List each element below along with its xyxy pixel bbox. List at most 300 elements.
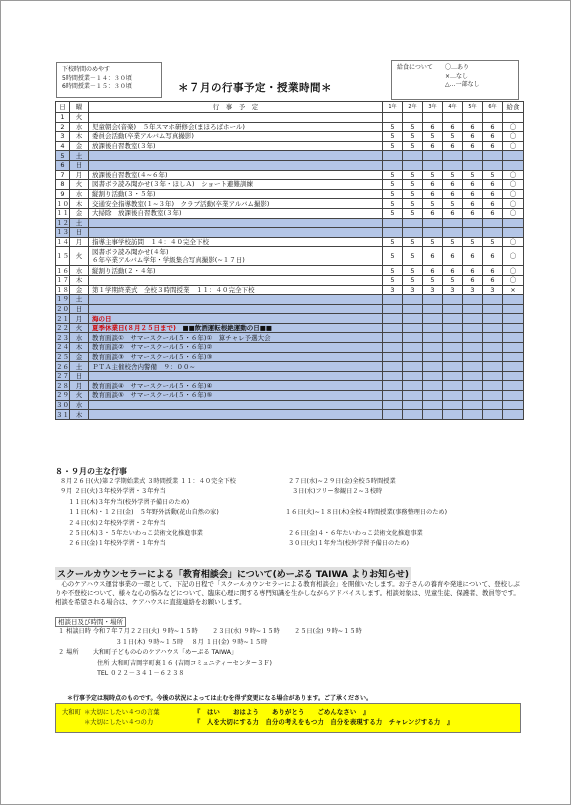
counseling-title: スクールカウンセラーによる「教育相談会」について(めーぷる TAIWA よりお知らせ) <box>55 567 411 580</box>
event-text: 図書ボラ読み聞かせ(３年・ほしＡ) ショート避難訓練 <box>92 180 253 189</box>
counseling-detail-line: ２ 場所 大和町子どもの心のケアハウス「めーぷる TAIWA」 <box>58 649 238 656</box>
weekday-cell: 月 <box>70 381 89 391</box>
hours-cell <box>443 218 463 228</box>
hours-cell <box>463 151 483 161</box>
hours-cell <box>463 323 483 333</box>
event-cell <box>89 160 383 170</box>
event-cell <box>89 304 383 314</box>
hours-cell: 6 <box>443 266 463 276</box>
motto-powers: 『 人を大切にする力 自分の考えをもつ力 自分を表現する力 チャレンジする力 』 <box>194 719 454 726</box>
lunch-cell <box>503 391 524 401</box>
header-event: 行 事 予 定 <box>89 102 383 113</box>
weekday-cell: 水 <box>70 400 89 410</box>
hours-cell <box>483 295 503 305</box>
weekday-cell: 火 <box>70 247 89 266</box>
hours-cell <box>483 160 503 170</box>
hours-cell <box>443 151 463 161</box>
hours-cell: 5 <box>403 170 423 180</box>
lunch-cell: 〇 <box>503 208 524 218</box>
hours-cell <box>423 295 443 305</box>
header-grade1: 1年 <box>383 102 403 113</box>
event-line: ２７日(水)~２９日(金)全校５時間授業 <box>288 478 396 485</box>
hours-cell: 5 <box>383 208 403 218</box>
table-row <box>56 189 524 199</box>
hours-cell <box>483 218 503 228</box>
hours-cell: 6 <box>443 208 463 218</box>
table-row <box>56 285 524 295</box>
hours-cell <box>443 410 463 420</box>
lunch-cell <box>503 304 524 314</box>
table-row <box>56 371 524 381</box>
header-grade3: 3年 <box>423 102 443 113</box>
lunch-cell <box>503 314 524 324</box>
table-row <box>56 218 524 228</box>
hours-cell: 6 <box>463 199 483 209</box>
hours-cell <box>403 113 423 123</box>
event-cell <box>89 247 383 266</box>
hours-cell: 5 <box>443 170 463 180</box>
hours-cell <box>423 304 443 314</box>
event-cell <box>89 237 383 247</box>
event-text: 図書ボラ読み聞かせ(４年) ６年卒業アルバム学年・学級集合写真撮影(~１７日) <box>92 248 245 265</box>
hours-cell <box>423 323 443 333</box>
table-row <box>56 410 524 420</box>
lunch-cell <box>503 113 524 123</box>
event-line: １１日(木)３年弁当(校外学習予備日のため) <box>60 498 190 506</box>
day-cell: 9 <box>56 189 70 199</box>
hours-cell <box>483 151 503 161</box>
hours-cell: 5 <box>383 199 403 209</box>
hours-cell: 6 <box>463 208 483 218</box>
hours-cell <box>443 333 463 343</box>
hours-cell <box>383 218 403 228</box>
hours-cell <box>483 333 503 343</box>
weekday-cell: 火 <box>70 323 89 333</box>
hours-cell: 6 <box>463 189 483 199</box>
day-cell: １２ <box>56 218 69 227</box>
hours-cell <box>423 113 443 123</box>
hours-cell <box>423 333 443 343</box>
event-cell <box>89 285 383 295</box>
hours-cell <box>383 371 403 381</box>
table-header-row <box>56 102 524 113</box>
lunch-cell <box>503 323 524 333</box>
hours-cell: 6 <box>443 189 463 199</box>
event-line: ２６日(金)４・６年たいわっこ芸術文化推進事業 <box>288 530 423 537</box>
hours-cell <box>463 400 483 410</box>
weekday-cell: 月 <box>70 237 89 247</box>
hours-cell: 5 <box>383 141 403 151</box>
event-cell <box>89 141 383 151</box>
table-row <box>56 381 524 391</box>
day-cell: １０ <box>56 199 69 208</box>
hours-cell <box>423 343 443 353</box>
hours-cell <box>483 410 503 420</box>
event-cell <box>89 323 383 333</box>
hours-cell <box>483 362 503 372</box>
lunch-cell <box>503 371 524 381</box>
day-cell: 2 <box>56 122 70 132</box>
hours-cell <box>423 371 443 381</box>
weekday-cell: 金 <box>70 208 89 218</box>
hours-cell <box>443 113 463 123</box>
event-cell <box>89 208 383 218</box>
counseling-detail-line: ３１日(木) ９時~１５時 ８月 １日(金) ９時~１５時 <box>58 638 268 646</box>
event-cell <box>89 295 383 305</box>
hours-cell <box>403 391 423 401</box>
hours-cell: 6 <box>463 247 483 266</box>
day-cell: 6 <box>56 160 70 170</box>
event-cell <box>89 113 383 123</box>
weekday-cell: 木 <box>70 199 89 209</box>
day-cell: 3 <box>56 132 70 142</box>
dismissal-6h: 6時間授業－１５：３０頃 <box>62 83 132 90</box>
hours-cell: 5 <box>403 208 423 218</box>
weekday-cell: 日 <box>70 160 89 170</box>
weekday-cell: 日 <box>70 371 89 381</box>
event-text: 教育面談① サマースクール(５・６年)① 算チャレ予選大会 <box>92 333 271 342</box>
hours-cell: 5 <box>403 266 423 276</box>
lunch-cell <box>503 228 524 238</box>
hours-cell: 5 <box>383 122 403 132</box>
hours-cell: 6 <box>483 132 503 142</box>
lunch-cell <box>503 400 524 410</box>
lunch-cell: 〇 <box>503 170 524 180</box>
day-cell: １１ <box>56 209 69 218</box>
hours-cell <box>403 295 423 305</box>
event-text: 教育面談④ サマースクール(５・６年)④ <box>92 381 213 390</box>
hours-cell <box>463 295 483 305</box>
day-cell: １４ <box>56 238 69 247</box>
hours-cell: 6 <box>423 189 443 199</box>
hours-cell: 5 <box>483 237 503 247</box>
lunch-cell: 〇 <box>503 266 524 276</box>
table-row <box>56 362 524 372</box>
weekday-cell: 木 <box>70 343 89 353</box>
hours-cell: 6 <box>483 199 503 209</box>
hours-cell: 5 <box>403 132 423 142</box>
hours-cell <box>483 352 503 362</box>
day-cell: ２９ <box>56 391 69 400</box>
hours-cell <box>423 391 443 401</box>
hours-cell: 6 <box>483 266 503 276</box>
hours-cell: 5 <box>383 180 403 190</box>
hours-cell: 5 <box>383 275 403 285</box>
hours-cell <box>443 400 463 410</box>
lunch-cell <box>503 218 524 228</box>
dismissal-5h: 5時間授業－１４：３０頃 <box>62 74 132 82</box>
weekday-cell: 土 <box>70 295 89 305</box>
motto-words: 『 はい おはよう ありがとう ごめんなさい 』 <box>194 709 370 716</box>
table-row <box>56 295 524 305</box>
hours-cell <box>463 228 483 238</box>
hours-cell: 6 <box>483 141 503 151</box>
hours-cell: 5 <box>403 141 423 151</box>
hours-cell: 3 <box>423 285 443 295</box>
hours-cell: 6 <box>483 208 503 218</box>
hours-cell <box>383 400 403 410</box>
event-line: ２６日(金)１年校外学習・１年弁当 <box>60 540 166 548</box>
weekday-cell: 月 <box>70 314 89 324</box>
hours-cell <box>443 381 463 391</box>
hours-cell <box>403 371 423 381</box>
lunch-cell <box>503 343 524 353</box>
event-text: 第１学期終業式 全校３時間授業 １１：４０完全下校 <box>92 285 255 294</box>
event-cell <box>89 410 383 420</box>
hours-cell <box>483 381 503 391</box>
table-row <box>56 343 524 353</box>
hours-cell <box>383 391 403 401</box>
hours-cell <box>403 381 423 391</box>
lunch-legend-box <box>391 60 519 100</box>
hours-cell <box>463 362 483 372</box>
hours-cell <box>483 343 503 353</box>
table-row <box>56 314 524 324</box>
hours-cell <box>443 323 463 333</box>
hours-cell <box>483 228 503 238</box>
day-cell: １３ <box>56 228 69 237</box>
hours-cell <box>423 218 443 228</box>
event-cell <box>89 343 383 353</box>
weekday-cell: 金 <box>70 352 89 362</box>
hours-cell <box>403 323 423 333</box>
schedule-note: ＊行事予定は現時点のものです。今後の状況によっては止むを得ず変更になる場合があります。ご了承ください。 <box>67 695 373 702</box>
hours-cell: 5 <box>403 237 423 247</box>
event-cell <box>89 199 383 209</box>
event-cell <box>89 400 383 410</box>
hours-cell <box>383 113 403 123</box>
table-row <box>56 275 524 285</box>
day-cell: ２４ <box>56 343 69 352</box>
lunch-cell: 〇 <box>503 180 524 190</box>
weekday-cell: 水 <box>70 266 89 276</box>
legend-item: 〇…あり <box>445 64 470 71</box>
hours-cell <box>443 304 463 314</box>
lunch-cell <box>503 362 524 372</box>
event-text: 交通安全指導教室(１~３年) クラブ活動(卒業アルバム撮影) <box>92 199 270 208</box>
weekday-cell: 土 <box>70 362 89 372</box>
table-row <box>56 237 524 247</box>
events-89-title: ８・９月の主な行事 <box>55 467 127 476</box>
hours-cell <box>383 295 403 305</box>
hours-cell: 3 <box>383 285 403 295</box>
hours-cell: 6 <box>483 247 503 266</box>
hours-cell: 6 <box>443 141 463 151</box>
hours-cell <box>483 371 503 381</box>
hours-cell: 5 <box>383 237 403 247</box>
hours-cell: 6 <box>463 122 483 132</box>
event-text: 委員会活動(卒業アルバム写真撮影) <box>92 132 194 141</box>
header-grade4: 4年 <box>443 102 463 113</box>
hours-cell: 6 <box>463 141 483 151</box>
hours-cell: 5 <box>423 132 443 142</box>
event-line: ３日(水)フリー参観日２~３校時 <box>292 488 383 496</box>
header-grade6: 6年 <box>483 102 503 113</box>
hours-cell <box>443 391 463 401</box>
hours-cell: 3 <box>443 285 463 295</box>
day-cell: 7 <box>56 170 70 180</box>
weekday-cell: 月 <box>70 170 89 180</box>
hours-cell: 6 <box>483 122 503 132</box>
event-text: 大掃除 放課後自習教室(３年) <box>92 209 182 218</box>
lunch-cell <box>503 295 524 305</box>
event-cell <box>89 180 383 190</box>
table-row <box>56 323 524 333</box>
event-text: 教育面談⑤ サマースクール(５・６年)⑤ <box>92 391 213 400</box>
hours-cell <box>383 323 403 333</box>
hours-cell: 6 <box>443 122 463 132</box>
weekday-cell: 火 <box>70 180 89 190</box>
hours-cell: 5 <box>403 199 423 209</box>
event-line: １６日(火)~１８日(木)全校４時間授業(事務整理日のため) <box>285 509 447 517</box>
hours-cell <box>483 304 503 314</box>
hours-cell: 5 <box>463 170 483 180</box>
weekday-cell: 木 <box>70 132 89 142</box>
weekday-cell: 水 <box>70 333 89 343</box>
weekday-cell: 水 <box>70 189 89 199</box>
counseling-detail-line: TEL ０２２－３４１－６２３８ <box>58 670 185 677</box>
table-row <box>56 122 524 132</box>
lunch-cell <box>503 151 524 161</box>
hours-cell: 6 <box>483 189 503 199</box>
hours-cell <box>483 323 503 333</box>
hours-cell <box>483 400 503 410</box>
hours-cell: 5 <box>383 170 403 180</box>
hours-cell <box>423 151 443 161</box>
hours-cell <box>463 381 483 391</box>
day-cell: ２１ <box>56 314 69 323</box>
hours-cell <box>443 343 463 353</box>
motto-label-words: ＊大切にしたい４つの言葉 <box>84 709 160 716</box>
hours-cell: 3 <box>403 285 423 295</box>
hours-cell: 6 <box>463 132 483 142</box>
hours-cell <box>463 160 483 170</box>
hours-cell <box>383 410 403 420</box>
hours-cell: 5 <box>443 237 463 247</box>
hours-cell <box>403 314 423 324</box>
lunch-cell <box>503 333 524 343</box>
hours-cell: 5 <box>443 132 463 142</box>
event-cell <box>89 266 383 276</box>
hours-cell <box>443 228 463 238</box>
lunch-cell: 〇 <box>503 132 524 142</box>
hours-cell <box>423 314 443 324</box>
weekday-cell: 土 <box>70 218 89 228</box>
event-cell <box>89 132 383 142</box>
event-cell <box>89 371 383 381</box>
table-row <box>56 333 524 343</box>
day-cell: ２７ <box>56 372 69 381</box>
hours-cell <box>463 352 483 362</box>
hours-cell: 5 <box>403 247 423 266</box>
event-text-extra: ■■飲酒運転根絶運動の日■■ <box>175 324 273 333</box>
hours-cell: 6 <box>423 208 443 218</box>
hours-cell <box>423 400 443 410</box>
hours-cell <box>383 228 403 238</box>
weekday-cell: 日 <box>70 304 89 314</box>
event-text: 海の日 <box>92 314 112 323</box>
hours-cell <box>423 410 443 420</box>
hours-cell <box>403 410 423 420</box>
event-text: ＰＴＡ主催校舎内警備 ９：００~ <box>92 362 195 371</box>
event-cell <box>89 170 383 180</box>
hours-cell <box>443 160 463 170</box>
table-row <box>56 113 524 123</box>
lunch-cell: 〇 <box>503 275 524 285</box>
hours-cell: 6 <box>423 247 443 266</box>
hours-cell: 6 <box>443 247 463 266</box>
event-cell <box>89 228 383 238</box>
hours-cell: 6 <box>463 266 483 276</box>
day-cell: ２０ <box>56 304 69 313</box>
weekday-cell: 木 <box>70 275 89 285</box>
event-cell <box>89 275 383 285</box>
hours-cell <box>383 160 403 170</box>
table-row <box>56 141 524 151</box>
day-cell: ３０ <box>56 400 69 409</box>
event-line: ３０日(火)１年弁当(校外学習予備日のため) <box>288 540 410 548</box>
hours-cell <box>463 333 483 343</box>
motto-label-powers: ＊大切にしたい４つの力 <box>84 719 154 726</box>
counseling-body: 心のケアハウス運営事業の一環として、下記の日程で「スクールカウンセラーによる教育相談会」を開催いたします。お子さんの養育や発達について、登校しぶりや不登校について、様々な心の悩みなどについて、臨床心理に関する専門知識を生かしながらアドバイスします。相談対象は、児童生徒、保護者、教員等です。相談を希望される場合は、ケアハウスに直接連絡をお願いします。 <box>55 580 520 606</box>
hours-cell: 5 <box>403 275 423 285</box>
weekday-cell: 水 <box>70 122 89 132</box>
hours-cell <box>483 314 503 324</box>
hours-cell: 6 <box>423 180 443 190</box>
event-text: 児童朝会(音楽) ５年スマホ研修会(まほろばホール) <box>92 122 245 131</box>
header-lunch: 給食 <box>503 102 524 113</box>
header-grade5: 5年 <box>463 102 483 113</box>
event-text: 教育面談② サマースクール(５・６年)② <box>92 343 213 352</box>
page-title: ＊７月の行事予定・授業時間＊ <box>178 82 332 94</box>
hours-cell <box>463 113 483 123</box>
lunch-cell: 〇 <box>503 189 524 199</box>
hours-cell: 5 <box>423 199 443 209</box>
hours-cell: 6 <box>463 180 483 190</box>
lunch-cell <box>503 381 524 391</box>
hours-cell <box>383 314 403 324</box>
day-cell: ２３ <box>56 333 69 342</box>
table-row <box>56 266 524 276</box>
weekday-cell: 火 <box>70 113 89 123</box>
hours-cell: 5 <box>383 132 403 142</box>
event-cell <box>89 314 383 324</box>
lunch-cell: 〇 <box>503 247 524 266</box>
hours-cell <box>383 343 403 353</box>
lunch-cell <box>503 160 524 170</box>
day-cell: ３１ <box>56 410 69 419</box>
legend-item: ×…なし <box>445 72 469 80</box>
table-row <box>56 247 524 266</box>
table-row <box>56 208 524 218</box>
event-cell <box>89 352 383 362</box>
table-row <box>56 180 524 190</box>
hours-cell <box>423 352 443 362</box>
event-cell <box>89 362 383 372</box>
hours-cell: 5 <box>383 266 403 276</box>
table-row <box>56 151 524 161</box>
day-cell: １６ <box>56 266 69 275</box>
hours-cell: 5 <box>403 189 423 199</box>
event-cell <box>89 189 383 199</box>
legend-item: △…一部なし <box>445 81 480 88</box>
hours-cell <box>383 333 403 343</box>
hours-cell <box>463 410 483 420</box>
hours-cell <box>403 333 423 343</box>
hours-cell <box>463 391 483 401</box>
weekday-cell: 金 <box>70 285 89 295</box>
hours-cell <box>423 381 443 391</box>
